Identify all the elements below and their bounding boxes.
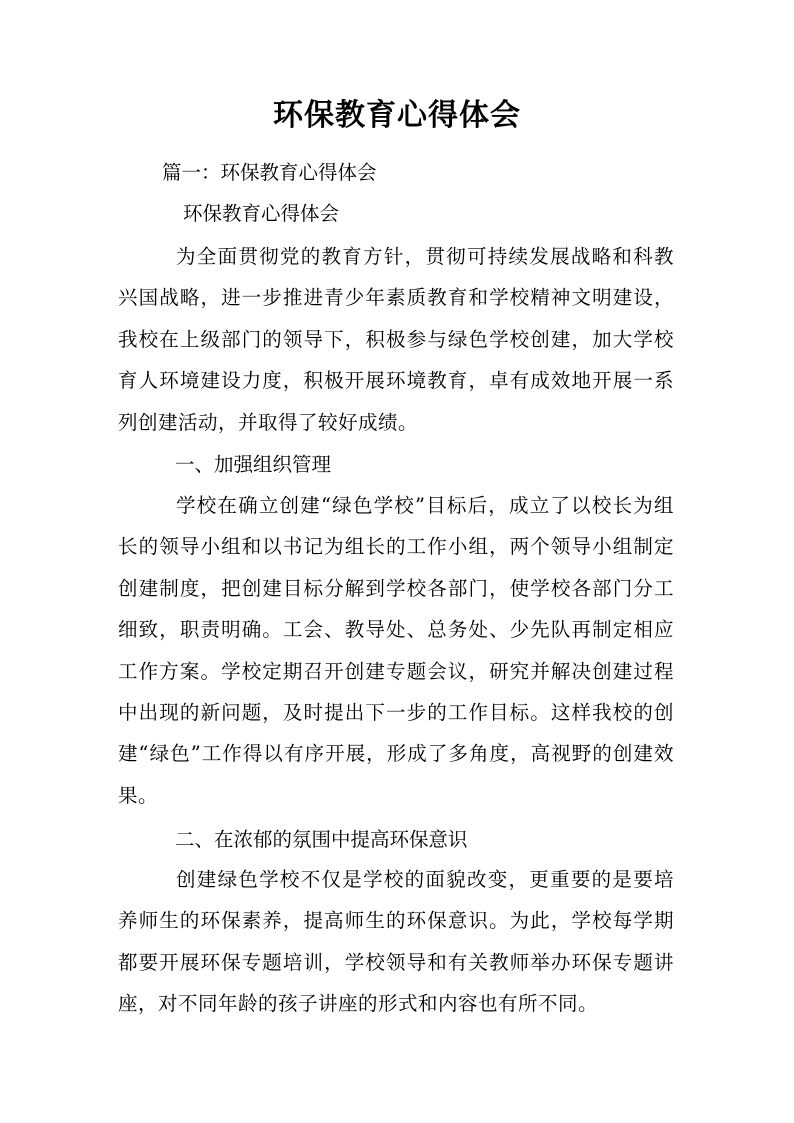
document-subtitle: 环保教育心得体会 [183,202,340,225]
document-title: 环保教育心得体会 [273,98,521,133]
heading-organization: 一、加强组织管理 [175,453,332,476]
paragraph-intro: 为全面贯彻党的教育方针，贯彻可持续发展战略和科教兴国战略，进一步推进青少年素质教育和学校精神文明建设，我校在上级部门的领导下，积极参与绿色学校创建，加大学校育人环境建设力度，积极开展环境教育，卓有成效地开展一系列创建活动，并取得了较好成绩。 [118,245,674,434]
section-label: 篇一：环保教育心得体会 [162,161,377,184]
heading-awareness: 二、在浓郁的氛围中提高环保意识 [175,828,468,851]
paragraph-awareness: 创建绿色学校不仅是学校的面貌改变，更重要的是要培养师生的环保素养，提高师生的环保意识。为此，学校每学期都要开展环保专题培训，学校领导和有关教师举办环保专题讲座，对不同年龄的孩子讲座的形式和内容也有所不同。 [118,868,674,1016]
paragraph-organization: 学校在确立创建“绿色学校”目标后，成立了以校长为组长的领导小组和以书记为组长的工作小组，两个领导小组制定创建制度，把创建目标分解到学校各部门，使学校各部门分工细致，职责明确。工会、教导处、总务处、少先队再制定相应工作方案。学校定期召开创建专题会议，研究并解决创建过程中出现的新问题，及时提出下一步的工作目标。这样我校的创建“绿色”工作得以有序开展，形成了多角度，高视野的创建效果。 [118,494,674,807]
